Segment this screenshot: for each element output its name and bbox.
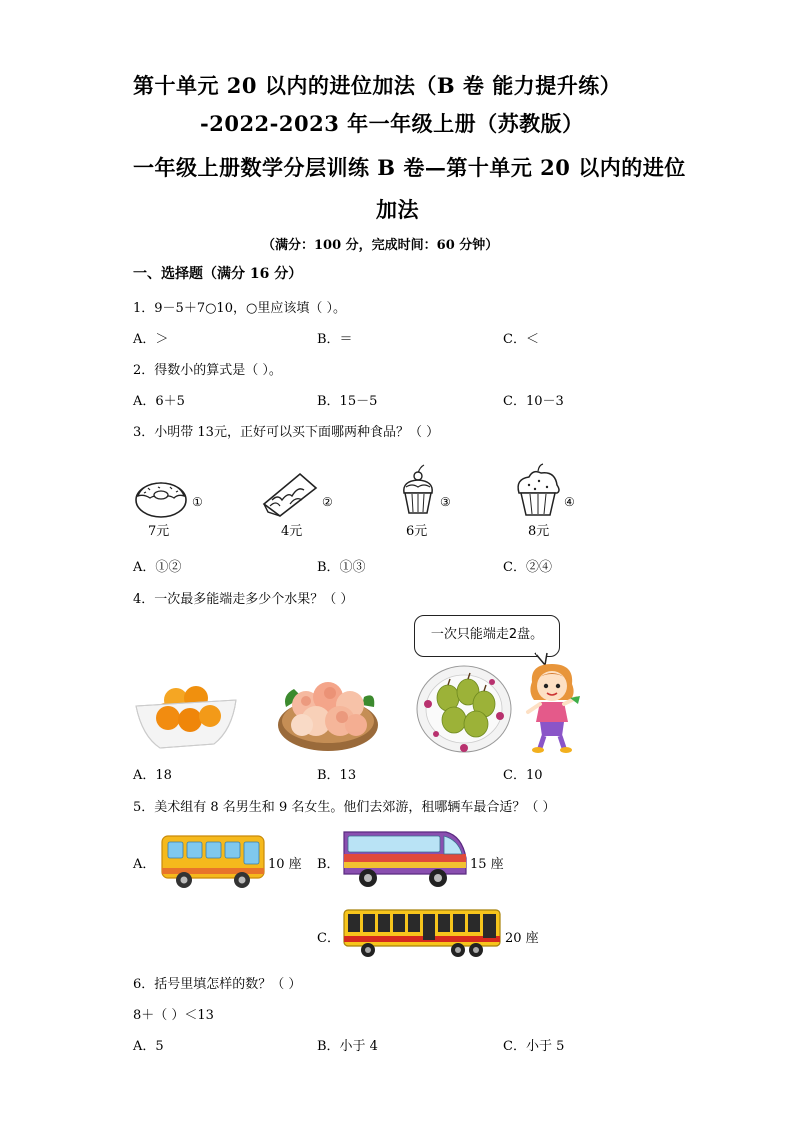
q3-option-b[interactable]: B．①③ [317,560,366,575]
q5-option-b-label[interactable]: B． [317,857,340,872]
cupcake-icon [515,463,561,519]
q3-option-c[interactable]: C．②④ [503,560,552,575]
long-bus-icon[interactable] [342,908,502,960]
q2-option-b[interactable]: B．15－5 [317,394,378,409]
food-3-price: 6元 [406,524,428,539]
q5-option-b-seats: 15 座 [470,857,504,872]
food-4-marker: ④ [564,495,575,509]
yellow-bus-icon[interactable] [160,832,266,890]
q6-option-b[interactable]: B．小于 4 [317,1039,378,1054]
orange-bowl-icon [134,670,238,754]
q5-option-c-seats: 20 座 [505,931,539,946]
q4-option-b[interactable]: B．13 [317,768,357,783]
q1-option-c[interactable]: C．＜ [503,332,539,347]
q5-option-a-seats: 10 座 [268,857,302,872]
girl-character-icon [522,660,582,756]
food-2-marker: ② [322,495,333,509]
doc-title-line4: 加法 [376,197,419,222]
donut-icon [134,478,188,520]
food-2-price: 4元 [281,524,303,539]
question-1-stem: 1．9－5＋7○10，○里应该填（ ）。 [133,301,346,316]
doc-title-line1: 第十单元 20 以内的进位加法（B 卷 能力提升练） [133,73,622,98]
section-heading: 一、选择题（满分 16 分） [133,266,303,282]
food-3-marker: ③ [440,495,451,509]
q2-option-a[interactable]: A．6＋5 [133,394,185,409]
q1-option-b[interactable]: B．＝ [317,332,353,347]
pear-plate-icon [416,664,512,754]
q6-option-a[interactable]: A．5 [133,1039,164,1054]
apple-plate-icon [276,667,380,753]
doc-title-line3: 一年级上册数学分层训练 B 卷—第十单元 20 以内的进位 [133,155,686,180]
question-4-stem: 4．一次最多能端走多少个水果？（ ） [133,592,354,607]
speech-bubble [414,615,560,657]
speech-text: 一次只能端走2盘。 [430,627,544,642]
doc-title-line2: -2022-2023 年一年级上册（苏教版） [200,111,584,136]
question-5-stem: 5．美术组有 8 名男生和 9 名女生。他们去郊游，租哪辆车最合适？（ ） [133,800,556,815]
score-info: （满分：100 分，完成时间：60 分钟） [262,238,499,253]
question-6-stem: 6．括号里填怎样的数？（ ） [133,977,302,992]
q5-option-c-label[interactable]: C． [317,931,340,946]
q1-option-a[interactable]: A．＞ [133,332,169,347]
cake-roll-icon [260,470,320,518]
food-1-price: 7元 [148,524,170,539]
cupcake-cherry-icon [398,463,438,519]
purple-coach-icon[interactable] [342,828,468,892]
food-1-marker: ① [192,495,203,509]
q3-option-a[interactable]: A．①② [133,560,182,575]
q4-option-c[interactable]: C．10 [503,768,543,783]
q5-option-a-label[interactable]: A． [133,857,156,872]
question-2-stem: 2．得数小的算式是（ ）。 [133,363,282,378]
q6-option-c[interactable]: C．小于 5 [503,1039,565,1054]
question-6-expression: 8＋（ ）＜13 [133,1008,214,1023]
question-3-stem: 3．小明带 13元，正好可以买下面哪两种食品？（ ） [133,425,440,440]
q2-option-c[interactable]: C．10－3 [503,394,564,409]
q4-option-a[interactable]: A．18 [133,768,172,783]
food-4-price: 8元 [528,524,550,539]
